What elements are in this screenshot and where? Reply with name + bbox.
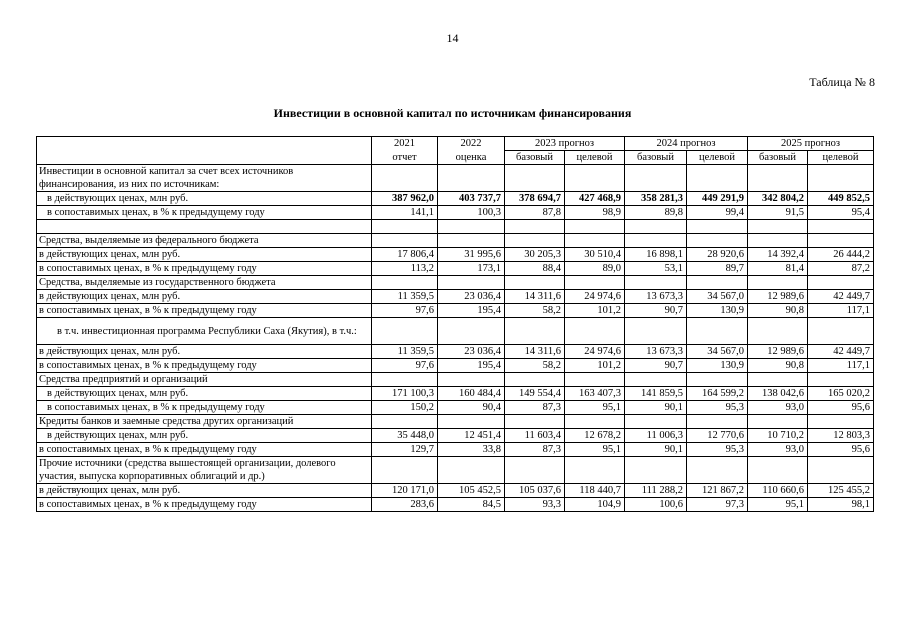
value-cell bbox=[748, 457, 808, 484]
value-cell: 104,9 bbox=[565, 498, 625, 512]
table-row bbox=[37, 262, 874, 276]
value-cell bbox=[625, 415, 687, 429]
value-cell: 13 673,3 bbox=[625, 345, 687, 359]
value-cell bbox=[565, 234, 625, 248]
header-2025-forecast: 2025 прогноз bbox=[748, 137, 874, 151]
value-cell bbox=[505, 234, 565, 248]
value-cell: 14 311,6 bbox=[505, 345, 565, 359]
value-cell: 141 859,5 bbox=[625, 387, 687, 401]
value-cell: 195,4 bbox=[438, 304, 505, 318]
value-cell: 11 603,4 bbox=[505, 429, 565, 443]
value-cell bbox=[438, 276, 505, 290]
value-cell: 28 920,6 bbox=[687, 248, 748, 262]
value-cell: 87,3 bbox=[505, 401, 565, 415]
row-label: в действующих ценах, млн руб. bbox=[37, 429, 372, 443]
value-cell: 97,3 bbox=[687, 498, 748, 512]
table-row bbox=[37, 429, 874, 443]
table-row bbox=[37, 359, 874, 373]
header-row-years bbox=[37, 137, 874, 151]
value-cell bbox=[625, 234, 687, 248]
value-cell: 58,2 bbox=[505, 359, 565, 373]
value-cell: 95,1 bbox=[748, 498, 808, 512]
table-row bbox=[37, 401, 874, 415]
value-cell bbox=[625, 165, 687, 192]
value-cell: 12 678,2 bbox=[565, 429, 625, 443]
value-cell: 120 171,0 bbox=[372, 484, 438, 498]
row-label: в сопоставимых ценах, в % к предыдущему году bbox=[37, 401, 372, 415]
value-cell bbox=[808, 373, 874, 387]
table-row bbox=[37, 373, 874, 387]
header-2024-forecast: 2024 прогноз bbox=[625, 137, 748, 151]
row-label: в сопоставимых ценах, в % к предыдущему году bbox=[37, 304, 372, 318]
row-label: в действующих ценах, млн руб. bbox=[37, 484, 372, 498]
row-label: в действующих ценах, млн руб. bbox=[37, 192, 372, 206]
value-cell: 13 673,3 bbox=[625, 290, 687, 304]
value-cell bbox=[565, 415, 625, 429]
value-cell bbox=[625, 220, 687, 234]
investment-table bbox=[36, 136, 874, 512]
value-cell bbox=[808, 276, 874, 290]
value-cell bbox=[808, 234, 874, 248]
value-cell bbox=[505, 276, 565, 290]
value-cell: 141,1 bbox=[372, 206, 438, 220]
value-cell bbox=[438, 165, 505, 192]
value-cell: 130,9 bbox=[687, 359, 748, 373]
value-cell: 89,8 bbox=[625, 206, 687, 220]
value-cell: 125 455,2 bbox=[808, 484, 874, 498]
value-cell: 23 036,4 bbox=[438, 345, 505, 359]
value-cell: 90,8 bbox=[748, 359, 808, 373]
value-cell bbox=[505, 373, 565, 387]
page-number: 14 bbox=[446, 31, 459, 45]
table-row bbox=[37, 276, 874, 290]
value-cell: 30 510,4 bbox=[565, 248, 625, 262]
value-cell: 164 599,2 bbox=[687, 387, 748, 401]
value-cell: 11 006,3 bbox=[625, 429, 687, 443]
table-row bbox=[37, 484, 874, 498]
value-cell: 358 281,3 bbox=[625, 192, 687, 206]
value-cell: 42 449,7 bbox=[808, 345, 874, 359]
row-label: в действующих ценах, млн руб. bbox=[37, 387, 372, 401]
value-cell: 163 407,3 bbox=[565, 387, 625, 401]
header-2024-base: базовый bbox=[625, 151, 687, 165]
header-row-variants bbox=[37, 151, 874, 165]
header-2023-forecast: 2023 прогноз bbox=[505, 137, 625, 151]
value-cell: 30 205,3 bbox=[505, 248, 565, 262]
value-cell bbox=[565, 165, 625, 192]
row-label: в сопоставимых ценах, в % к предыдущему году bbox=[37, 443, 372, 457]
value-cell: 171 100,3 bbox=[372, 387, 438, 401]
value-cell: 90,8 bbox=[748, 304, 808, 318]
table-row bbox=[37, 165, 874, 192]
value-cell: 95,6 bbox=[808, 443, 874, 457]
value-cell: 90,1 bbox=[625, 443, 687, 457]
header-2024-target: целевой bbox=[687, 151, 748, 165]
value-cell: 91,5 bbox=[748, 206, 808, 220]
value-cell: 11 359,5 bbox=[372, 290, 438, 304]
document-title: Инвестиции в основной капитал по источникам финансирования bbox=[273, 106, 632, 120]
value-cell bbox=[438, 318, 505, 345]
table-row bbox=[37, 220, 874, 234]
value-cell bbox=[748, 415, 808, 429]
value-cell: 95,3 bbox=[687, 401, 748, 415]
value-cell: 342 804,2 bbox=[748, 192, 808, 206]
value-cell: 95,6 bbox=[808, 401, 874, 415]
value-cell: 99,4 bbox=[687, 206, 748, 220]
value-cell: 165 020,2 bbox=[808, 387, 874, 401]
value-cell: 378 694,7 bbox=[505, 192, 565, 206]
value-cell bbox=[372, 415, 438, 429]
value-cell bbox=[565, 373, 625, 387]
row-label: в сопоставимых ценах, в % к предыдущему году bbox=[37, 206, 372, 220]
value-cell: 117,1 bbox=[808, 304, 874, 318]
value-cell: 100,3 bbox=[438, 206, 505, 220]
value-cell: 195,4 bbox=[438, 359, 505, 373]
value-cell bbox=[505, 457, 565, 484]
value-cell: 90,1 bbox=[625, 401, 687, 415]
table-row bbox=[37, 443, 874, 457]
value-cell: 121 867,2 bbox=[687, 484, 748, 498]
value-cell bbox=[687, 457, 748, 484]
value-cell: 93,3 bbox=[505, 498, 565, 512]
value-cell: 87,8 bbox=[505, 206, 565, 220]
value-cell: 160 484,4 bbox=[438, 387, 505, 401]
value-cell bbox=[748, 220, 808, 234]
value-cell: 17 806,4 bbox=[372, 248, 438, 262]
value-cell: 111 288,2 bbox=[625, 484, 687, 498]
value-cell: 90,4 bbox=[438, 401, 505, 415]
value-cell: 95,3 bbox=[687, 443, 748, 457]
header-2025-base: базовый bbox=[748, 151, 808, 165]
value-cell bbox=[808, 165, 874, 192]
value-cell: 11 359,5 bbox=[372, 345, 438, 359]
value-cell bbox=[438, 220, 505, 234]
table-row bbox=[37, 304, 874, 318]
value-cell: 449 291,9 bbox=[687, 192, 748, 206]
value-cell: 93,0 bbox=[748, 401, 808, 415]
header-2021: 2021 bbox=[372, 137, 438, 151]
value-cell: 88,4 bbox=[505, 262, 565, 276]
value-cell: 95,1 bbox=[565, 443, 625, 457]
value-cell bbox=[625, 276, 687, 290]
value-cell: 97,6 bbox=[372, 304, 438, 318]
value-cell bbox=[372, 234, 438, 248]
value-cell: 95,1 bbox=[565, 401, 625, 415]
value-cell bbox=[372, 318, 438, 345]
value-cell: 87,2 bbox=[808, 262, 874, 276]
table-row bbox=[37, 387, 874, 401]
value-cell bbox=[438, 415, 505, 429]
value-cell: 16 898,1 bbox=[625, 248, 687, 262]
value-cell: 403 737,7 bbox=[438, 192, 505, 206]
value-cell: 130,9 bbox=[687, 304, 748, 318]
header-otchet: отчет bbox=[372, 151, 438, 165]
value-cell bbox=[808, 415, 874, 429]
value-cell: 283,6 bbox=[372, 498, 438, 512]
table-row bbox=[37, 234, 874, 248]
value-cell bbox=[748, 318, 808, 345]
value-cell: 35 448,0 bbox=[372, 429, 438, 443]
header-2025-target: целевой bbox=[808, 151, 874, 165]
row-label: Кредиты банков и заемные средства других организаций bbox=[37, 415, 372, 429]
value-cell: 101,2 bbox=[565, 359, 625, 373]
value-cell: 81,4 bbox=[748, 262, 808, 276]
table-row bbox=[37, 192, 874, 206]
value-cell: 98,1 bbox=[808, 498, 874, 512]
table-row bbox=[37, 498, 874, 512]
row-label: в действующих ценах, млн руб. bbox=[37, 345, 372, 359]
value-cell: 449 852,5 bbox=[808, 192, 874, 206]
value-cell: 149 554,4 bbox=[505, 387, 565, 401]
value-cell: 10 710,2 bbox=[748, 429, 808, 443]
value-cell: 34 567,0 bbox=[687, 290, 748, 304]
header-2022: 2022 bbox=[438, 137, 505, 151]
table-row bbox=[37, 345, 874, 359]
value-cell: 14 392,4 bbox=[748, 248, 808, 262]
table-label: Таблица № 8 bbox=[809, 75, 875, 89]
value-cell: 138 042,6 bbox=[748, 387, 808, 401]
header-empty-cell bbox=[37, 137, 372, 151]
value-cell bbox=[687, 234, 748, 248]
value-cell bbox=[687, 373, 748, 387]
value-cell bbox=[565, 457, 625, 484]
value-cell: 14 311,6 bbox=[505, 290, 565, 304]
value-cell bbox=[505, 415, 565, 429]
value-cell bbox=[372, 457, 438, 484]
table-row bbox=[37, 206, 874, 220]
value-cell bbox=[438, 457, 505, 484]
value-cell bbox=[625, 457, 687, 484]
value-cell bbox=[505, 318, 565, 345]
value-cell bbox=[808, 220, 874, 234]
value-cell bbox=[372, 373, 438, 387]
value-cell: 93,0 bbox=[748, 443, 808, 457]
header-otsenka: оценка bbox=[438, 151, 505, 165]
header-2023-base: базовый bbox=[505, 151, 565, 165]
row-label: Средства, выделяемые из федерального бюджета bbox=[37, 234, 372, 248]
value-cell: 113,2 bbox=[372, 262, 438, 276]
value-cell: 84,5 bbox=[438, 498, 505, 512]
value-cell: 100,6 bbox=[625, 498, 687, 512]
row-label: Инвестиции в основной капитал за счет всех источников финансирования, из них по источникам: bbox=[37, 165, 372, 192]
value-cell: 33,8 bbox=[438, 443, 505, 457]
value-cell: 12 989,6 bbox=[748, 290, 808, 304]
value-cell bbox=[372, 220, 438, 234]
value-cell bbox=[808, 318, 874, 345]
value-cell: 23 036,4 bbox=[438, 290, 505, 304]
value-cell bbox=[438, 234, 505, 248]
value-cell: 129,7 bbox=[372, 443, 438, 457]
row-label bbox=[37, 220, 372, 234]
value-cell: 98,9 bbox=[565, 206, 625, 220]
value-cell bbox=[565, 276, 625, 290]
table-row bbox=[37, 248, 874, 262]
value-cell bbox=[748, 234, 808, 248]
value-cell: 31 995,6 bbox=[438, 248, 505, 262]
value-cell: 12 451,4 bbox=[438, 429, 505, 443]
value-cell: 42 449,7 bbox=[808, 290, 874, 304]
value-cell bbox=[372, 276, 438, 290]
value-cell: 90,7 bbox=[625, 359, 687, 373]
value-cell: 90,7 bbox=[625, 304, 687, 318]
value-cell: 97,6 bbox=[372, 359, 438, 373]
value-cell: 53,1 bbox=[625, 262, 687, 276]
value-cell bbox=[687, 415, 748, 429]
row-label: Прочие источники (средства вышестоящей организации, долевого участия, выпуска корпоративных облигаций и др.) bbox=[37, 457, 372, 484]
value-cell: 173,1 bbox=[438, 262, 505, 276]
value-cell bbox=[748, 276, 808, 290]
header-empty-cell bbox=[37, 151, 372, 165]
value-cell bbox=[505, 220, 565, 234]
value-cell bbox=[687, 220, 748, 234]
value-cell: 89,7 bbox=[687, 262, 748, 276]
value-cell bbox=[565, 220, 625, 234]
value-cell: 101,2 bbox=[565, 304, 625, 318]
row-label: в действующих ценах, млн руб. bbox=[37, 248, 372, 262]
value-cell bbox=[438, 373, 505, 387]
value-cell bbox=[505, 165, 565, 192]
value-cell: 110 660,6 bbox=[748, 484, 808, 498]
value-cell: 95,4 bbox=[808, 206, 874, 220]
value-cell bbox=[372, 165, 438, 192]
value-cell bbox=[687, 165, 748, 192]
value-cell: 89,0 bbox=[565, 262, 625, 276]
value-cell: 26 444,2 bbox=[808, 248, 874, 262]
value-cell: 150,2 bbox=[372, 401, 438, 415]
value-cell bbox=[748, 165, 808, 192]
value-cell: 12 803,3 bbox=[808, 429, 874, 443]
value-cell: 87,3 bbox=[505, 443, 565, 457]
value-cell bbox=[748, 373, 808, 387]
table-row bbox=[37, 318, 874, 345]
value-cell: 12 989,6 bbox=[748, 345, 808, 359]
value-cell: 105 037,6 bbox=[505, 484, 565, 498]
value-cell bbox=[625, 373, 687, 387]
value-cell: 427 468,9 bbox=[565, 192, 625, 206]
value-cell bbox=[687, 276, 748, 290]
row-label: в сопоставимых ценах, в % к предыдущему году bbox=[37, 262, 372, 276]
table-row bbox=[37, 415, 874, 429]
value-cell: 105 452,5 bbox=[438, 484, 505, 498]
value-cell bbox=[565, 318, 625, 345]
value-cell: 12 770,6 bbox=[687, 429, 748, 443]
header-2023-target: целевой bbox=[565, 151, 625, 165]
table-row bbox=[37, 290, 874, 304]
row-label: в сопоставимых ценах, в % к предыдущему году bbox=[37, 498, 372, 512]
row-label: Средства предприятий и организаций bbox=[37, 373, 372, 387]
value-cell bbox=[625, 318, 687, 345]
value-cell: 117,1 bbox=[808, 359, 874, 373]
row-label: в сопоставимых ценах, в % к предыдущему году bbox=[37, 359, 372, 373]
table-row bbox=[37, 457, 874, 484]
row-label: в действующих ценах, млн руб. bbox=[37, 290, 372, 304]
value-cell bbox=[687, 318, 748, 345]
value-cell: 118 440,7 bbox=[565, 484, 625, 498]
row-label: в т.ч. инвестиционная программа Республики Саха (Якутия), в т.ч.: bbox=[37, 318, 372, 345]
value-cell bbox=[808, 457, 874, 484]
row-label: Средства, выделяемые из государственного бюджета bbox=[37, 276, 372, 290]
value-cell: 24 974,6 bbox=[565, 290, 625, 304]
value-cell: 58,2 bbox=[505, 304, 565, 318]
value-cell: 24 974,6 bbox=[565, 345, 625, 359]
value-cell: 387 962,0 bbox=[372, 192, 438, 206]
value-cell: 34 567,0 bbox=[687, 345, 748, 359]
